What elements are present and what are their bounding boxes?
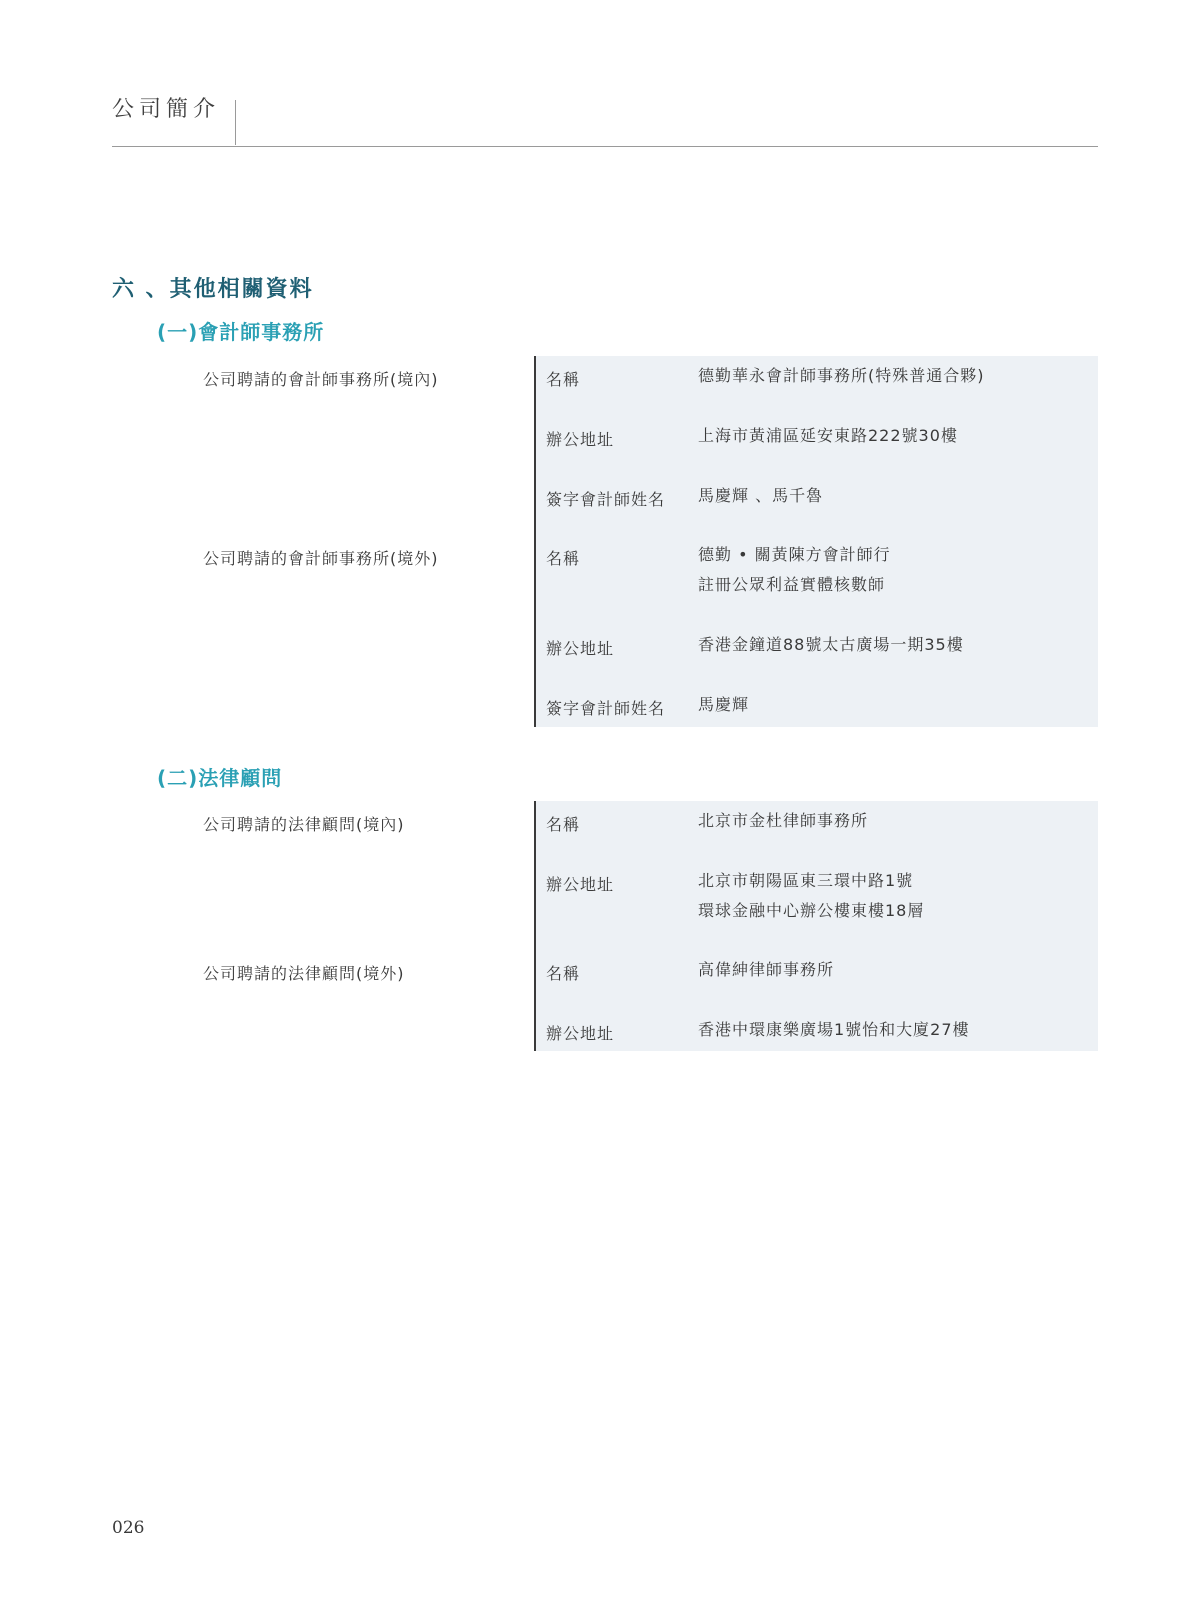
header-horizontal-divider [112, 146, 1098, 147]
accounting-foreign-address-value: 香港金鐘道88號太古廣場一期35樓 [698, 635, 964, 654]
accounting-domestic-address-label: 辦公地址 [546, 430, 615, 449]
legal-domestic-address-label: 辦公地址 [546, 875, 615, 894]
accounting-foreign-address-label: 辦公地址 [546, 639, 615, 658]
section-title: 六 、其他相關資料 [112, 277, 314, 302]
legal-foreign-name-label: 名稱 [546, 964, 581, 983]
legal-domestic-label: 公司聘請的法律顧問(境內) [203, 815, 405, 834]
accounting-domestic-name-label: 名稱 [546, 370, 581, 389]
subsection-title-legal: (二)法律顧問 [157, 766, 283, 790]
accounting-foreign-signer-label: 簽字會計師姓名 [546, 699, 666, 718]
accounting-block-divider [534, 356, 536, 727]
accounting-domestic-label: 公司聘請的會計師事務所(境內) [203, 370, 439, 389]
legal-foreign-address-label: 辦公地址 [546, 1024, 615, 1043]
page-header-title: 公司簡介 [112, 97, 221, 122]
accounting-foreign-label: 公司聘請的會計師事務所(境外) [203, 549, 439, 568]
legal-domestic-name-label: 名稱 [546, 815, 581, 834]
legal-foreign-address-value: 香港中環康樂廣場1號怡和大廈27樓 [698, 1020, 970, 1039]
legal-domestic-name-value: 北京市金杜律師事務所 [698, 811, 869, 830]
header-vertical-divider [235, 100, 236, 145]
accounting-domestic-name-value: 德勤華永會計師事務所(特殊普通合夥) [698, 366, 985, 385]
page-number: 026 [112, 1518, 145, 1538]
accounting-domestic-signer-label: 簽字會計師姓名 [546, 490, 666, 509]
legal-foreign-name-value: 高偉紳律師事務所 [698, 960, 835, 979]
accounting-foreign-name-value: 德勤 • 關黃陳方會計師行 註冊公眾利益實體核數師 [698, 545, 891, 594]
accounting-foreign-name-label: 名稱 [546, 549, 581, 568]
accounting-domestic-address-value: 上海市黃浦區延安東路222號30樓 [698, 426, 958, 445]
subsection-title-accounting: (一)會計師事務所 [157, 320, 325, 344]
accounting-foreign-signer-value: 馬慶輝 [698, 695, 750, 714]
accounting-domestic-signer-value: 馬慶輝 、馬千魯 [698, 486, 824, 505]
legal-block-divider [534, 801, 536, 1051]
legal-foreign-label: 公司聘請的法律顧問(境外) [203, 964, 405, 983]
legal-domestic-address-value: 北京市朝陽區東三環中路1號 環球金融中心辦公樓東樓18層 [698, 871, 925, 920]
legal-info-block [534, 801, 1098, 1051]
